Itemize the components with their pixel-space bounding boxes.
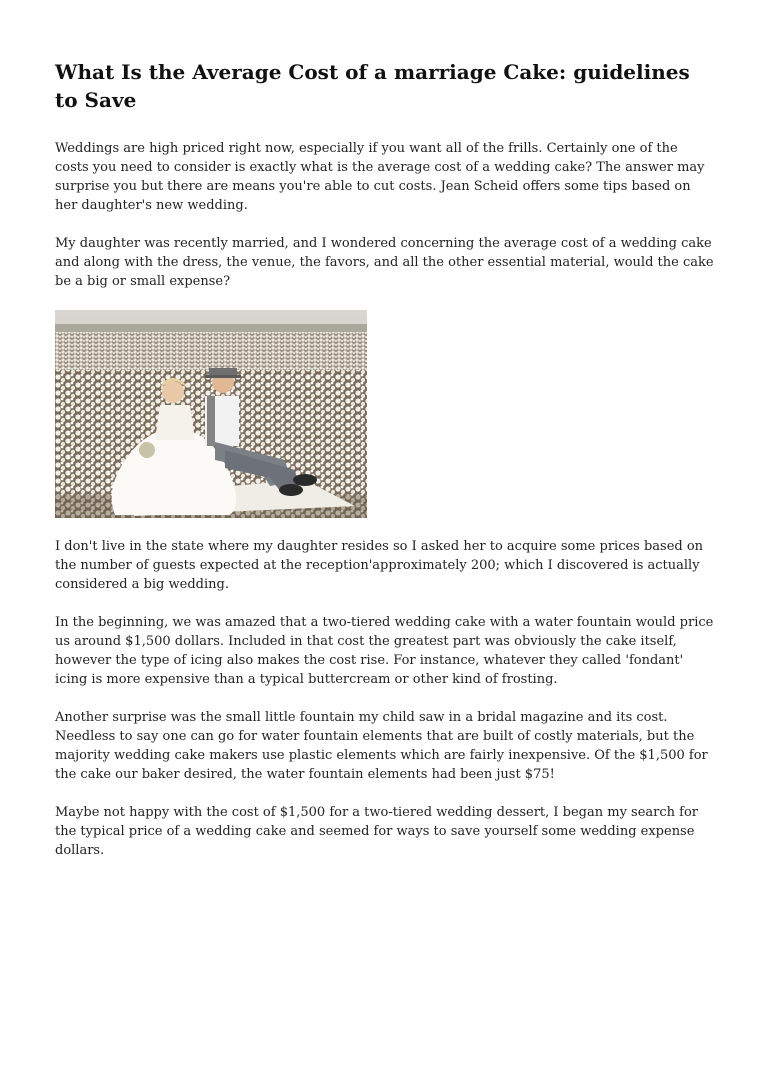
paragraph-1: Weddings are high priced right now, especially if you want all of the frills. Certainly one of the costs you need to consider is exactly what is the average cost of a wedding cake? The answer may surprise you but there are means you're able to cut costs. Jean Scheid offers some tips based on her daughter's new wedding. (55, 141, 705, 213)
paragraph-4: In the beginning, we was amazed that a two-tiered wedding cake with a water fountain would price us around $1,500 dollars. Included in that cost the greatest part was obviously the cake itself, however the type of icing also makes the cost rise. For instance, whatever they called 'fondant' icing is more expensive than a typical buttercream or other kind of frosting. (55, 615, 714, 687)
paragraph-2: My daughter was recently married, and I wondered concerning the average cost of a wedding cake and along with the dress, the venue, the favors, and all the other essential material, would the cake be a big or small expense? (55, 236, 714, 289)
wedding-couple-photo (55, 310, 367, 518)
paragraph-5: Another surprise was the small little fountain my child saw in a bridal magazine and its cost. Needless to say one can go for water fountain elements that are built of costly materials, but the majority wedding cake makers use plastic elements which are fairly inexpensive. Of the $1,500 for the cake our baker desired, the water fountain elements had been just $75! (55, 710, 708, 782)
paragraph-3: I don't live in the state where my daughter resides so I asked her to acquire some prices based on the number of guests expected at the reception'approximately 200; which I discovered is actually considered a big wedding. (55, 539, 704, 592)
article (55, 58, 715, 860)
paragraph-6: Maybe not happy with the cost of $1,500 for a two-tiered wedding dessert, I began my search for the typical price of a wedding cake and seemed for ways to save yourself some wedding expense dollars. (55, 805, 699, 858)
article-title: What Is the Average Cost of a marriage Cake: guidelines to Save (55, 60, 690, 112)
